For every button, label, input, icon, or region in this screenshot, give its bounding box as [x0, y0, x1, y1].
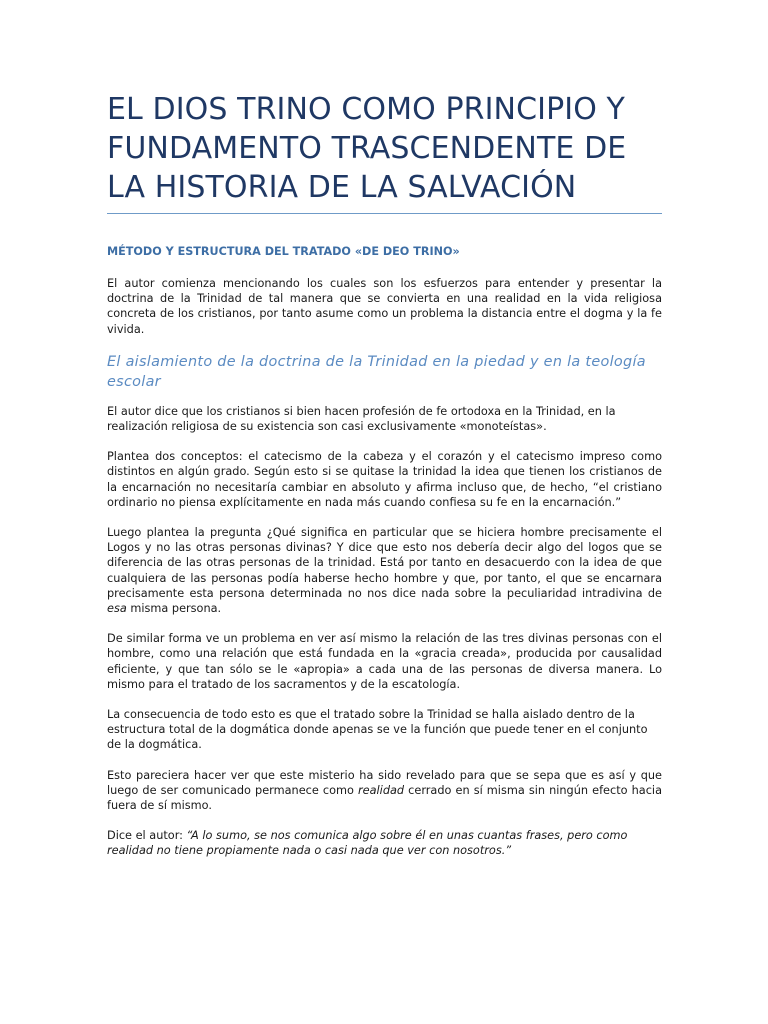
paragraph-5: La consecuencia de todo esto es que el tratado sobre la Trinidad se halla aislado dentro de la estructura total de la dogmática donde apenas se ve la función que puede tener en el conjunto de la dogmática.: [107, 708, 648, 752]
paragraph-4: De similar forma ve un problema en ver así mismo la relación de las tres divinas personas con el hombre, como una relación que está fundada en la «gracia creada», producida por causalidad eficiente, y que tan sólo se le «apropia» a cada una de las personas de diversa manera. Lo mismo para el tratado de los sacramentos y de la escatología.: [107, 632, 662, 691]
paragraph-3: [107, 525, 662, 616]
subheading: El aislamiento de la doctrina de la Trinidad en la piedad y en la teología escolar: [107, 353, 646, 390]
paragraph-7: [107, 828, 662, 858]
paragraph-3-text-end: misma persona.: [126, 602, 222, 616]
document-page: [107, 90, 662, 874]
intro-paragraph: El autor comienza mencionando los cuales son los esfuerzos para entender y presentar la doctrina de la Trinidad de tal manera que se convierta en una realidad en la vida religiosa concreta de los cristianos, por tanto asume como un problema la distancia entre el dogma y la fe vivida.: [107, 277, 662, 336]
paragraph-6-text-end: cerrado en sí misma sin ningún efecto hacia fuera de sí mismo.: [107, 783, 662, 813]
paragraph-6-text: Esto pareciera hacer ver que este misterio ha sido revelado para que se sepa que es así y que luego de ser comunicado permanece como: [107, 768, 662, 797]
paragraph-6: [107, 768, 662, 814]
paragraph-2: Plantea dos conceptos: el catecismo de la cabeza y el corazón y el catecismo impreso como distintos en algún grado. Según esto si se quitase la trinidad la idea que tienen los cristianos de la encarnación no necesitaría cambiar en absoluto y afirma incluso que, de hecho, “el cristiano ordinario no piensa explícitamente en nada más cuando confiesa su fe en la encarnación.”: [107, 450, 662, 509]
paragraph-1: El autor dice que los cristianos si bien hacen profesión de fe ortodoxa en la Trinidad, en la realización religiosa de su existencia son casi exclusivamente «monoteístas».: [107, 404, 616, 434]
paragraph-7-quote: “A lo sumo, se nos comunica algo sobre él en unas cuantas frases, pero como realidad no tiene propiamente nada o casi nada que ver con nosotros.”: [107, 829, 628, 858]
paragraph-3-emphasis: esa: [107, 602, 127, 616]
section-heading: MÉTODO Y ESTRUCTURA DEL TRATADO «DE DEO TRINO»: [107, 245, 460, 258]
title-divider: [107, 213, 662, 214]
paragraph-6-emphasis: realidad: [358, 783, 405, 797]
paragraph-3-text: Luego plantea la pregunta ¿Qué significa en particular que se hiciera hombre precisamente el Logos y no las otras personas divinas? Y dice que esto nos debería decir algo del logos que se diferencia de las otras personas de la trinidad. Está por tanto en desacuerdo con la idea de que cualquiera de las personas podía haberse hecho hombre y que, por tanto, el que se encarnara precisamente esta persona determinada no nos dice nada sobre la peculiaridad intradivina de: [107, 526, 662, 600]
document-title: EL DIOS TRINO COMO PRINCIPIO Y FUNDAMENTO TRASCENDENTE DE LA HISTORIA DE LA SALVACIÓN: [107, 92, 627, 205]
paragraph-7-text: Dice el autor:: [107, 829, 187, 843]
